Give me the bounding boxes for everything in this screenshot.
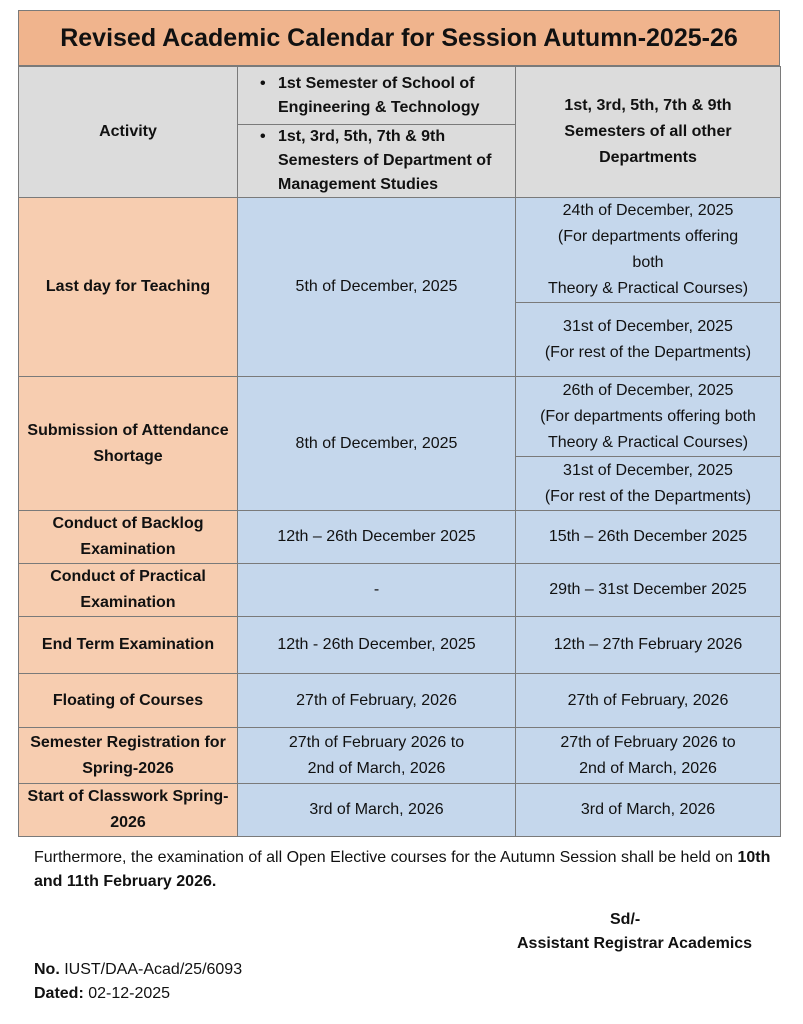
registration-col1 [238,728,516,784]
endterm-col1: 12th - 26th December, 2025 [238,617,516,674]
dated-label: Dated: [34,985,84,1002]
footer-note [34,846,794,894]
cell-line: Theory & Practical Courses) [547,433,749,451]
teaching-col2a [516,198,781,303]
reference-number-value: IUST/DAA-Acad/25/6093 [64,961,243,978]
activity-teaching: Last day for Teaching [19,198,238,377]
header-col1-item2-text: • 1st, 3rd, 5th, 7th & 9th Semesters of Department of Management Studies [278,125,515,197]
activity-practical: Conduct of Practical Examination [19,564,238,617]
cell-line: 2nd of March, 2026 [307,759,446,777]
dated [34,982,170,1006]
table-row [19,728,781,784]
practical-col1: - [238,564,516,617]
registration-col2 [516,728,781,784]
header-col2: 1st, 3rd, 5th, 7th & 9th Semesters of all other Departments [516,67,781,198]
practical-col2: 29th – 31st December 2025 [516,564,781,617]
attendance-col2b [516,457,781,511]
signatory-title: Assistant Registrar Academics [517,935,753,952]
backlog-col2: 15th – 26th December 2025 [516,511,781,564]
cell-line: (For departments offering both [540,407,756,425]
attendance-col1: 8th of December, 2025 [238,377,516,511]
footer-note-dates: 10th and 11th February 2026. [34,849,771,890]
classwork-col1: 3rd of March, 2026 [238,784,516,837]
cell-line: 31st of December, 2025 [563,461,733,479]
activity-floating: Floating of Courses [19,674,238,728]
footer-note-text: Furthermore, the examination of all Open Elective courses for the Autumn Session shall be held on [34,849,734,866]
activity-endterm: End Term Examination [19,617,238,674]
cell-line: 24th of December, 2025 [562,202,734,219]
calendar-table [18,66,781,837]
activity-attendance: Submission of Attendance Shortage [19,377,238,511]
activity-backlog: Conduct of Backlog Examination [19,511,238,564]
table-row [19,511,781,564]
cell-line: 31st of December, 2025 [563,317,733,335]
teaching-col1: 5th of December, 2025 [238,198,516,377]
header-col1-item1 [238,67,516,125]
cell-line: 2nd of March, 2026 [579,759,717,777]
signature-sd: Sd/- [610,911,641,928]
dated-value: 02-12-2025 [88,985,171,1002]
floating-col1: 27th of February, 2026 [238,674,516,728]
activity-classwork: Start of Classwork Spring-2026 [19,784,238,837]
cell-line: (For rest of the Departments) [544,487,752,505]
endterm-col2: 12th – 27th February 2026 [516,617,781,674]
teaching-col2b [516,303,781,377]
table-row [19,377,781,457]
cell-line: Theory & Practical Courses) [547,280,749,297]
classwork-col2: 3rd of March, 2026 [516,784,781,837]
cell-line: (For rest of the Departments) [544,343,752,361]
reference-number-label: No. [34,961,60,978]
backlog-col1: 12th – 26th December 2025 [238,511,516,564]
table-row [19,564,781,617]
header-activity: Activity [19,67,238,198]
attendance-col2a [516,377,781,457]
cell-line: 27th of February 2026 to [560,733,736,751]
header-col1-item2 [238,125,516,198]
table-row [19,617,781,674]
header-col1-item1-text: • 1st Semester of School of Engineering & Technology [278,72,515,120]
cell-line: both [632,254,664,271]
cell-line: 27th of February 2026 to [288,733,465,751]
page-title: Revised Academic Calendar for Session Autumn-2025-26 [18,10,780,66]
table-row [19,784,781,837]
reference-number [34,958,242,982]
table-row [19,674,781,728]
activity-registration: Semester Registration for Spring-2026 [19,728,238,784]
cell-line: (For departments offering [557,228,739,245]
cell-line: 26th of December, 2025 [562,381,734,399]
table-row [19,198,781,303]
floating-col2: 27th of February, 2026 [516,674,781,728]
